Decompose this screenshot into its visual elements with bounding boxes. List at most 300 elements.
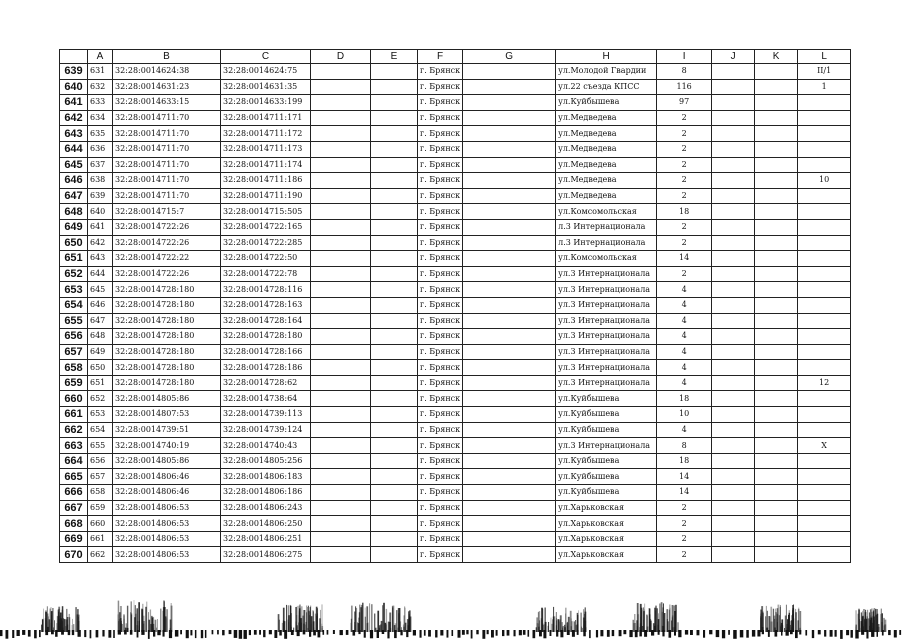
cell-c[interactable]: 32:28:0014806:183 xyxy=(221,469,311,485)
cell-i[interactable]: 2 xyxy=(657,547,712,563)
cell-c[interactable]: 32:28:0014806:250 xyxy=(221,516,311,532)
cell-l[interactable]: II/1 xyxy=(798,64,851,80)
cell-h[interactable]: ул.3 Интернационала xyxy=(556,313,657,329)
cell-d[interactable] xyxy=(311,329,371,345)
cell-j[interactable] xyxy=(712,360,755,376)
cell-j[interactable] xyxy=(712,64,755,80)
cell-j[interactable] xyxy=(712,297,755,313)
cell-f[interactable]: г. Брянск xyxy=(418,469,463,485)
cell-k[interactable] xyxy=(755,422,798,438)
cell-i[interactable]: 2 xyxy=(657,516,712,532)
cell-j[interactable] xyxy=(712,251,755,267)
cell-h[interactable]: ул.Медведева xyxy=(556,126,657,142)
cell-l[interactable] xyxy=(798,282,851,298)
cell-g[interactable] xyxy=(463,282,556,298)
cell-a[interactable]: 661 xyxy=(88,531,113,547)
cell-a[interactable]: 632 xyxy=(88,79,113,95)
cell-c[interactable]: 32:28:0014739:124 xyxy=(221,422,311,438)
cell-b[interactable]: 32:28:0014624:38 xyxy=(113,64,221,80)
cell-c[interactable]: 32:28:0014728:166 xyxy=(221,344,311,360)
cell-l[interactable] xyxy=(798,126,851,142)
row-number[interactable]: 652 xyxy=(60,266,88,282)
cell-h[interactable]: ул.3 Интернационала xyxy=(556,329,657,345)
cell-k[interactable] xyxy=(755,173,798,189)
cell-f[interactable]: г. Брянск xyxy=(418,79,463,95)
cell-k[interactable] xyxy=(755,79,798,95)
cell-a[interactable]: 637 xyxy=(88,157,113,173)
cell-j[interactable] xyxy=(712,516,755,532)
cell-k[interactable] xyxy=(755,297,798,313)
column-header-e[interactable]: E xyxy=(371,50,418,64)
cell-c[interactable]: 32:28:0014728:116 xyxy=(221,282,311,298)
cell-j[interactable] xyxy=(712,173,755,189)
cell-i[interactable]: 4 xyxy=(657,313,712,329)
cell-j[interactable] xyxy=(712,266,755,282)
cell-i[interactable]: 2 xyxy=(657,266,712,282)
cell-f[interactable]: г. Брянск xyxy=(418,516,463,532)
cell-g[interactable] xyxy=(463,188,556,204)
cell-h[interactable]: ул.Медведева xyxy=(556,110,657,126)
cell-d[interactable] xyxy=(311,547,371,563)
cell-b[interactable]: 32:28:0014728:180 xyxy=(113,329,221,345)
cell-h[interactable]: ул.Куйбышева xyxy=(556,422,657,438)
cell-l[interactable] xyxy=(798,453,851,469)
cell-d[interactable] xyxy=(311,297,371,313)
cell-j[interactable] xyxy=(712,531,755,547)
row-number[interactable]: 668 xyxy=(60,516,88,532)
cell-h[interactable]: ул.Куйбышева xyxy=(556,391,657,407)
cell-c[interactable]: 32:28:0014722:50 xyxy=(221,251,311,267)
cell-l[interactable] xyxy=(798,422,851,438)
cell-i[interactable]: 2 xyxy=(657,235,712,251)
cell-e[interactable] xyxy=(371,375,418,391)
cell-h[interactable]: л.3 Интернационала xyxy=(556,219,657,235)
cell-c[interactable]: 32:28:0014806:243 xyxy=(221,500,311,516)
cell-b[interactable]: 32:28:0014722:26 xyxy=(113,235,221,251)
cell-k[interactable] xyxy=(755,95,798,111)
cell-b[interactable]: 32:28:0014740:19 xyxy=(113,438,221,454)
cell-d[interactable] xyxy=(311,219,371,235)
cell-c[interactable]: 32:28:0014728:186 xyxy=(221,360,311,376)
cell-f[interactable]: г. Брянск xyxy=(418,531,463,547)
cell-e[interactable] xyxy=(371,173,418,189)
cell-k[interactable] xyxy=(755,141,798,157)
cell-b[interactable]: 32:28:0014728:180 xyxy=(113,297,221,313)
cell-c[interactable]: 32:28:0014711:186 xyxy=(221,173,311,189)
cell-c[interactable]: 32:28:0014738:64 xyxy=(221,391,311,407)
cell-h[interactable]: ул.3 Интернационала xyxy=(556,266,657,282)
cell-d[interactable] xyxy=(311,95,371,111)
cell-i[interactable]: 2 xyxy=(657,219,712,235)
row-number[interactable]: 660 xyxy=(60,391,88,407)
corner-cell[interactable] xyxy=(60,50,88,64)
cell-b[interactable]: 32:28:0014722:22 xyxy=(113,251,221,267)
cell-f[interactable]: г. Брянск xyxy=(418,251,463,267)
cell-g[interactable] xyxy=(463,204,556,220)
cell-g[interactable] xyxy=(463,391,556,407)
cell-b[interactable]: 32:28:0014728:180 xyxy=(113,282,221,298)
cell-e[interactable] xyxy=(371,188,418,204)
cell-g[interactable] xyxy=(463,266,556,282)
cell-f[interactable]: г. Брянск xyxy=(418,235,463,251)
cell-l[interactable] xyxy=(798,204,851,220)
cell-d[interactable] xyxy=(311,110,371,126)
cell-i[interactable]: 10 xyxy=(657,407,712,423)
cell-f[interactable]: г. Брянск xyxy=(418,453,463,469)
cell-f[interactable]: г. Брянск xyxy=(418,64,463,80)
cell-d[interactable] xyxy=(311,531,371,547)
cell-e[interactable] xyxy=(371,297,418,313)
cell-l[interactable] xyxy=(798,391,851,407)
cell-g[interactable] xyxy=(463,141,556,157)
row-number[interactable]: 642 xyxy=(60,110,88,126)
cell-l[interactable] xyxy=(798,360,851,376)
cell-b[interactable]: 32:28:0014805:86 xyxy=(113,391,221,407)
cell-e[interactable] xyxy=(371,329,418,345)
cell-k[interactable] xyxy=(755,360,798,376)
cell-a[interactable]: 652 xyxy=(88,391,113,407)
cell-k[interactable] xyxy=(755,500,798,516)
cell-k[interactable] xyxy=(755,391,798,407)
cell-b[interactable]: 32:28:0014806:53 xyxy=(113,547,221,563)
row-number[interactable]: 657 xyxy=(60,344,88,360)
cell-g[interactable] xyxy=(463,344,556,360)
cell-l[interactable] xyxy=(798,188,851,204)
cell-c[interactable]: 32:28:0014806:186 xyxy=(221,485,311,501)
cell-l[interactable] xyxy=(798,251,851,267)
cell-h[interactable]: ул.Куйбышева xyxy=(556,453,657,469)
cell-l[interactable] xyxy=(798,344,851,360)
cell-f[interactable]: г. Брянск xyxy=(418,282,463,298)
cell-b[interactable]: 32:28:0014711:70 xyxy=(113,141,221,157)
cell-e[interactable] xyxy=(371,453,418,469)
cell-h[interactable]: ул.3 Интернационала xyxy=(556,360,657,376)
cell-b[interactable]: 32:28:0014806:46 xyxy=(113,485,221,501)
cell-f[interactable]: г. Брянск xyxy=(418,297,463,313)
cell-g[interactable] xyxy=(463,438,556,454)
cell-d[interactable] xyxy=(311,438,371,454)
cell-b[interactable]: 32:28:0014633:15 xyxy=(113,95,221,111)
row-number[interactable]: 644 xyxy=(60,141,88,157)
cell-h[interactable]: ул.Медведева xyxy=(556,188,657,204)
cell-g[interactable] xyxy=(463,95,556,111)
cell-b[interactable]: 32:28:0014711:70 xyxy=(113,188,221,204)
cell-a[interactable]: 644 xyxy=(88,266,113,282)
row-number[interactable]: 649 xyxy=(60,219,88,235)
cell-e[interactable] xyxy=(371,219,418,235)
cell-f[interactable]: г. Брянск xyxy=(418,95,463,111)
cell-k[interactable] xyxy=(755,453,798,469)
cell-k[interactable] xyxy=(755,344,798,360)
cell-i[interactable]: 8 xyxy=(657,438,712,454)
cell-j[interactable] xyxy=(712,141,755,157)
cell-l[interactable] xyxy=(798,95,851,111)
cell-a[interactable]: 649 xyxy=(88,344,113,360)
cell-c[interactable]: 32:28:0014631:35 xyxy=(221,79,311,95)
cell-k[interactable] xyxy=(755,219,798,235)
cell-d[interactable] xyxy=(311,375,371,391)
cell-b[interactable]: 32:28:0014805:86 xyxy=(113,453,221,469)
row-number[interactable]: 664 xyxy=(60,453,88,469)
cell-g[interactable] xyxy=(463,64,556,80)
column-header-i[interactable]: I xyxy=(657,50,712,64)
cell-k[interactable] xyxy=(755,485,798,501)
cell-c[interactable]: 32:28:0014715:505 xyxy=(221,204,311,220)
cell-a[interactable]: 635 xyxy=(88,126,113,142)
cell-g[interactable] xyxy=(463,531,556,547)
cell-l[interactable] xyxy=(798,141,851,157)
cell-c[interactable]: 32:28:0014728:164 xyxy=(221,313,311,329)
cell-d[interactable] xyxy=(311,64,371,80)
cell-g[interactable] xyxy=(463,453,556,469)
cell-g[interactable] xyxy=(463,516,556,532)
cell-i[interactable]: 4 xyxy=(657,329,712,345)
cell-f[interactable]: г. Брянск xyxy=(418,438,463,454)
cell-d[interactable] xyxy=(311,313,371,329)
cell-h[interactable]: ул.3 Интернационала xyxy=(556,438,657,454)
cell-k[interactable] xyxy=(755,329,798,345)
cell-h[interactable]: ул.Куйбышева xyxy=(556,407,657,423)
cell-g[interactable] xyxy=(463,500,556,516)
cell-b[interactable]: 32:28:0014807:53 xyxy=(113,407,221,423)
cell-g[interactable] xyxy=(463,126,556,142)
row-number[interactable]: 653 xyxy=(60,282,88,298)
cell-f[interactable]: г. Брянск xyxy=(418,157,463,173)
cell-c[interactable]: 32:28:0014806:275 xyxy=(221,547,311,563)
cell-j[interactable] xyxy=(712,204,755,220)
cell-e[interactable] xyxy=(371,485,418,501)
cell-i[interactable]: 18 xyxy=(657,391,712,407)
cell-j[interactable] xyxy=(712,375,755,391)
cell-l[interactable] xyxy=(798,485,851,501)
cell-a[interactable]: 634 xyxy=(88,110,113,126)
cell-i[interactable]: 2 xyxy=(657,110,712,126)
cell-h[interactable]: ул.3 Интернационала xyxy=(556,297,657,313)
cell-h[interactable]: л.3 Интернационала xyxy=(556,235,657,251)
cell-g[interactable] xyxy=(463,485,556,501)
cell-f[interactable]: г. Брянск xyxy=(418,219,463,235)
row-number[interactable]: 646 xyxy=(60,173,88,189)
cell-h[interactable]: ул.Куйбышева xyxy=(556,95,657,111)
cell-b[interactable]: 32:28:0014711:70 xyxy=(113,110,221,126)
cell-h[interactable]: ул.Харьковская xyxy=(556,547,657,563)
cell-j[interactable] xyxy=(712,282,755,298)
cell-g[interactable] xyxy=(463,375,556,391)
cell-h[interactable]: ул.Куйбышева xyxy=(556,469,657,485)
cell-l[interactable]: 1 xyxy=(798,79,851,95)
cell-d[interactable] xyxy=(311,188,371,204)
cell-a[interactable]: 643 xyxy=(88,251,113,267)
cell-d[interactable] xyxy=(311,173,371,189)
cell-d[interactable] xyxy=(311,469,371,485)
row-number[interactable]: 666 xyxy=(60,485,88,501)
row-number[interactable]: 650 xyxy=(60,235,88,251)
cell-e[interactable] xyxy=(371,516,418,532)
cell-a[interactable]: 645 xyxy=(88,282,113,298)
cell-j[interactable] xyxy=(712,422,755,438)
cell-a[interactable]: 640 xyxy=(88,204,113,220)
column-header-f[interactable]: F xyxy=(418,50,463,64)
cell-c[interactable]: 32:28:0014806:251 xyxy=(221,531,311,547)
row-number[interactable]: 648 xyxy=(60,204,88,220)
cell-e[interactable] xyxy=(371,235,418,251)
cell-b[interactable]: 32:28:0014728:180 xyxy=(113,344,221,360)
cell-i[interactable]: 2 xyxy=(657,531,712,547)
cell-i[interactable]: 4 xyxy=(657,360,712,376)
cell-f[interactable]: г. Брянск xyxy=(418,204,463,220)
cell-c[interactable]: 32:28:0014711:174 xyxy=(221,157,311,173)
cell-a[interactable]: 636 xyxy=(88,141,113,157)
cell-d[interactable] xyxy=(311,422,371,438)
cell-h[interactable]: ул.3 Интернационала xyxy=(556,375,657,391)
cell-h[interactable]: ул.Медведева xyxy=(556,157,657,173)
cell-k[interactable] xyxy=(755,235,798,251)
cell-e[interactable] xyxy=(371,266,418,282)
cell-b[interactable]: 32:28:0014711:70 xyxy=(113,126,221,142)
cell-d[interactable] xyxy=(311,126,371,142)
cell-j[interactable] xyxy=(712,500,755,516)
cell-c[interactable]: 32:28:0014722:78 xyxy=(221,266,311,282)
cell-e[interactable] xyxy=(371,157,418,173)
cell-h[interactable]: ул.Харьковская xyxy=(556,531,657,547)
cell-j[interactable] xyxy=(712,485,755,501)
cell-b[interactable]: 32:28:0014739:51 xyxy=(113,422,221,438)
cell-k[interactable] xyxy=(755,375,798,391)
cell-i[interactable]: 14 xyxy=(657,469,712,485)
row-number[interactable]: 641 xyxy=(60,95,88,111)
cell-d[interactable] xyxy=(311,391,371,407)
cell-l[interactable] xyxy=(798,407,851,423)
cell-e[interactable] xyxy=(371,360,418,376)
cell-l[interactable]: 10 xyxy=(798,173,851,189)
cell-k[interactable] xyxy=(755,407,798,423)
cell-b[interactable]: 32:28:0014728:180 xyxy=(113,313,221,329)
cell-d[interactable] xyxy=(311,500,371,516)
cell-f[interactable]: г. Брянск xyxy=(418,407,463,423)
cell-b[interactable]: 32:28:0014728:180 xyxy=(113,375,221,391)
cell-c[interactable]: 32:28:0014805:256 xyxy=(221,453,311,469)
column-header-b[interactable]: B xyxy=(113,50,221,64)
cell-a[interactable]: 648 xyxy=(88,329,113,345)
row-number[interactable]: 663 xyxy=(60,438,88,454)
row-number[interactable]: 670 xyxy=(60,547,88,563)
cell-e[interactable] xyxy=(371,500,418,516)
cell-d[interactable] xyxy=(311,344,371,360)
cell-f[interactable]: г. Брянск xyxy=(418,485,463,501)
cell-a[interactable]: 659 xyxy=(88,500,113,516)
cell-h[interactable]: ул.Куйбышева xyxy=(556,485,657,501)
cell-b[interactable]: 32:28:0014806:53 xyxy=(113,516,221,532)
cell-i[interactable]: 4 xyxy=(657,282,712,298)
row-number[interactable]: 659 xyxy=(60,375,88,391)
cell-k[interactable] xyxy=(755,266,798,282)
cell-i[interactable]: 2 xyxy=(657,188,712,204)
cell-e[interactable] xyxy=(371,110,418,126)
cell-e[interactable] xyxy=(371,344,418,360)
cell-l[interactable] xyxy=(798,110,851,126)
cell-a[interactable]: 639 xyxy=(88,188,113,204)
cell-e[interactable] xyxy=(371,141,418,157)
row-number[interactable]: 665 xyxy=(60,469,88,485)
row-number[interactable]: 639 xyxy=(60,64,88,80)
cell-j[interactable] xyxy=(712,219,755,235)
cell-e[interactable] xyxy=(371,407,418,423)
cell-k[interactable] xyxy=(755,438,798,454)
cell-b[interactable]: 32:28:0014728:180 xyxy=(113,360,221,376)
cell-i[interactable]: 4 xyxy=(657,375,712,391)
cell-a[interactable]: 651 xyxy=(88,375,113,391)
cell-k[interactable] xyxy=(755,110,798,126)
cell-b[interactable]: 32:28:0014722:26 xyxy=(113,219,221,235)
cell-i[interactable]: 2 xyxy=(657,126,712,142)
cell-j[interactable] xyxy=(712,329,755,345)
cell-k[interactable] xyxy=(755,126,798,142)
cell-c[interactable]: 32:28:0014711:173 xyxy=(221,141,311,157)
cell-e[interactable] xyxy=(371,251,418,267)
cell-l[interactable] xyxy=(798,157,851,173)
cell-j[interactable] xyxy=(712,110,755,126)
cell-g[interactable] xyxy=(463,157,556,173)
cell-g[interactable] xyxy=(463,547,556,563)
cell-i[interactable]: 116 xyxy=(657,79,712,95)
cell-d[interactable] xyxy=(311,79,371,95)
cell-d[interactable] xyxy=(311,407,371,423)
cell-c[interactable]: 32:28:0014711:172 xyxy=(221,126,311,142)
cell-g[interactable] xyxy=(463,251,556,267)
cell-c[interactable]: 32:28:0014722:285 xyxy=(221,235,311,251)
cell-a[interactable]: 642 xyxy=(88,235,113,251)
cell-g[interactable] xyxy=(463,297,556,313)
cell-c[interactable]: 32:28:0014728:180 xyxy=(221,329,311,345)
cell-d[interactable] xyxy=(311,516,371,532)
column-header-l[interactable]: L xyxy=(798,50,851,64)
cell-e[interactable] xyxy=(371,438,418,454)
cell-g[interactable] xyxy=(463,219,556,235)
cell-i[interactable]: 4 xyxy=(657,344,712,360)
cell-a[interactable]: 662 xyxy=(88,547,113,563)
cell-a[interactable]: 641 xyxy=(88,219,113,235)
cell-i[interactable]: 2 xyxy=(657,141,712,157)
cell-i[interactable]: 2 xyxy=(657,500,712,516)
cell-j[interactable] xyxy=(712,438,755,454)
cell-c[interactable]: 32:28:0014711:190 xyxy=(221,188,311,204)
cell-e[interactable] xyxy=(371,531,418,547)
cell-d[interactable] xyxy=(311,266,371,282)
cell-j[interactable] xyxy=(712,547,755,563)
cell-i[interactable]: 18 xyxy=(657,204,712,220)
cell-i[interactable]: 18 xyxy=(657,453,712,469)
cell-j[interactable] xyxy=(712,453,755,469)
row-number[interactable]: 645 xyxy=(60,157,88,173)
row-number[interactable]: 661 xyxy=(60,407,88,423)
row-number[interactable]: 654 xyxy=(60,297,88,313)
cell-l[interactable] xyxy=(798,297,851,313)
cell-i[interactable]: 14 xyxy=(657,485,712,501)
cell-e[interactable] xyxy=(371,547,418,563)
cell-l[interactable] xyxy=(798,329,851,345)
cell-f[interactable]: г. Брянск xyxy=(418,500,463,516)
row-number[interactable]: 656 xyxy=(60,329,88,345)
cell-l[interactable]: 12 xyxy=(798,375,851,391)
cell-a[interactable]: 653 xyxy=(88,407,113,423)
cell-b[interactable]: 32:28:0014806:53 xyxy=(113,531,221,547)
cell-d[interactable] xyxy=(311,282,371,298)
cell-g[interactable] xyxy=(463,313,556,329)
cell-j[interactable] xyxy=(712,95,755,111)
cell-l[interactable] xyxy=(798,313,851,329)
cell-f[interactable]: г. Брянск xyxy=(418,547,463,563)
cell-k[interactable] xyxy=(755,251,798,267)
